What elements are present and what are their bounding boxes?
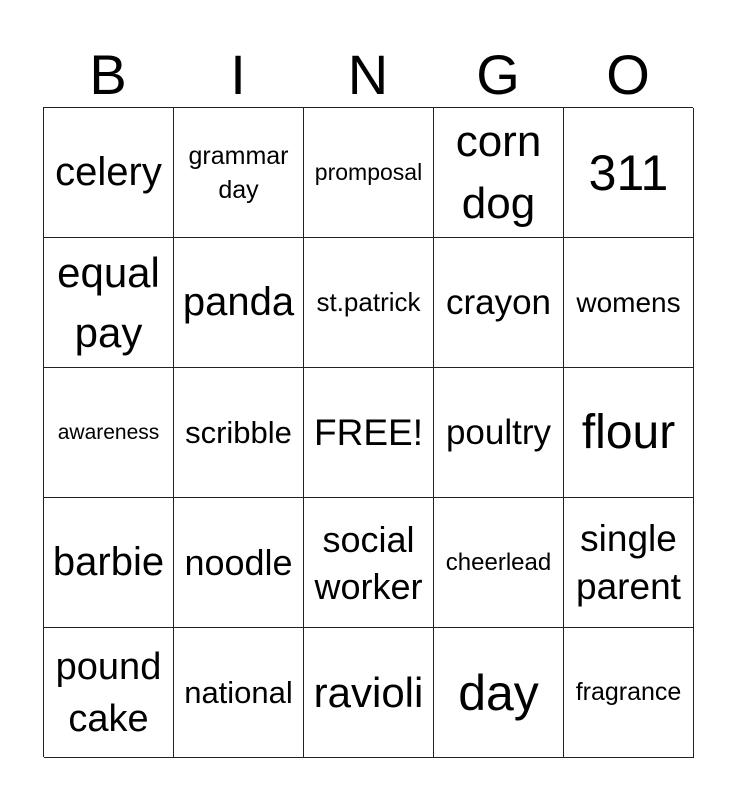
bingo-cell[interactable] [304, 628, 434, 758]
bingo-cell[interactable] [564, 368, 694, 498]
bingo-cell[interactable] [564, 628, 694, 758]
bingo-cell[interactable] [174, 108, 304, 238]
cell-text: st.patrick [316, 287, 421, 317]
cell-text: ravioli [313, 668, 424, 716]
bingo-card-grid [43, 107, 693, 757]
cell-text: flour [581, 406, 676, 459]
bingo-cell[interactable] [174, 368, 304, 498]
cell-text: scribble [185, 414, 292, 450]
bingo-cell[interactable] [44, 498, 174, 628]
bingo-cell[interactable] [564, 238, 694, 368]
bingo-cell[interactable] [174, 238, 304, 368]
cell-text: fragrance [575, 678, 682, 706]
bingo-cell[interactable] [174, 498, 304, 628]
cell-text: noodle [184, 541, 293, 583]
bingo-cell[interactable] [564, 498, 694, 628]
bingo-cell[interactable] [304, 108, 434, 238]
cell-text: corn dog [455, 116, 542, 228]
bingo-cell[interactable] [44, 108, 174, 238]
cell-text: grammar day [188, 141, 289, 204]
cell-text: day [458, 664, 539, 721]
bingo-cell[interactable] [174, 628, 304, 758]
bingo-header [43, 44, 693, 106]
header-letter-g: G [476, 43, 520, 106]
header-letter-i: I [230, 43, 246, 106]
bingo-cell[interactable] [434, 368, 564, 498]
cell-text: celery [55, 150, 162, 194]
cell-text: womens [576, 286, 681, 318]
header-letter-o: O [606, 43, 650, 106]
header-letter-n: N [347, 43, 389, 106]
cell-text: poultry [445, 412, 552, 452]
cell-text: 311 [588, 144, 669, 201]
bingo-cell[interactable] [564, 108, 694, 238]
cell-text: equal pay [57, 248, 160, 356]
bingo-cell[interactable] [434, 498, 564, 628]
bingo-cell[interactable] [304, 498, 434, 628]
cell-text: awareness [57, 420, 160, 444]
bingo-cell[interactable] [434, 628, 564, 758]
cell-text: social worker [314, 518, 423, 607]
bingo-cell[interactable] [434, 108, 564, 238]
free-space-text: FREE! [314, 411, 423, 453]
cell-text: pound cake [55, 645, 162, 740]
header-letter-b: B [89, 43, 127, 106]
bingo-cell[interactable] [44, 368, 174, 498]
cell-text: national [184, 674, 293, 710]
cell-text: single parent [576, 517, 681, 607]
cell-text: panda [182, 280, 295, 324]
bingo-cell[interactable] [434, 238, 564, 368]
free-space-cell[interactable] [304, 368, 434, 498]
bingo-cell[interactable] [44, 238, 174, 368]
bingo-cell[interactable] [44, 628, 174, 758]
cell-text: crayon [445, 282, 552, 322]
cell-text: barbie [52, 540, 165, 584]
cell-text: cheerlead [445, 548, 552, 576]
cell-text: promposal [314, 159, 423, 185]
bingo-cell[interactable] [304, 238, 434, 368]
